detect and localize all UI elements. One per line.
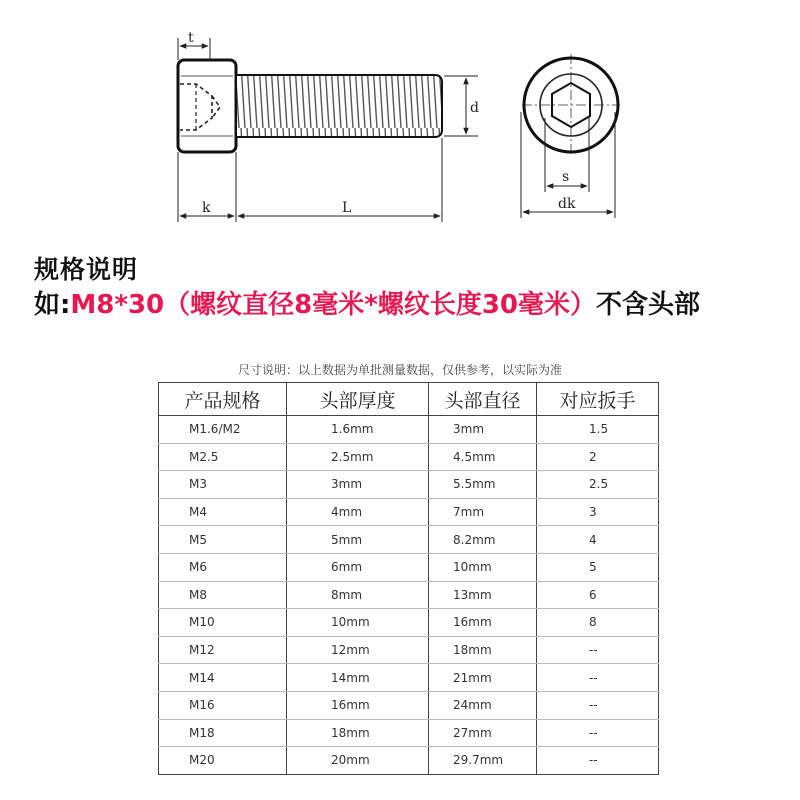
head-thickness-cell: 1.6mm: [287, 416, 429, 444]
spec-table-body: [159, 416, 659, 775]
L-label: L: [342, 200, 352, 216]
head-diameter-cell: 16mm: [429, 609, 537, 637]
spec-cell: M12: [159, 636, 287, 664]
dk-dimension: [521, 112, 615, 218]
d-label: d: [470, 100, 479, 116]
table-header-row: [159, 383, 659, 416]
head-diameter-cell: 13mm: [429, 581, 537, 609]
spec-cell: M10: [159, 609, 287, 637]
spec-cell: M8: [159, 581, 287, 609]
s-label: s: [562, 169, 570, 185]
spec-cell: M2.5: [159, 443, 287, 471]
table-row: [159, 691, 659, 719]
example-prefix: 如:: [34, 290, 71, 320]
table-row: [159, 747, 659, 775]
table-row: [159, 636, 659, 664]
dk-label: dk: [558, 196, 576, 212]
wrench-size-cell: --: [537, 664, 659, 692]
head-thickness-cell: 2.5mm: [287, 443, 429, 471]
t-dimension: [178, 30, 210, 60]
header-head-thickness: 头部厚度: [287, 383, 429, 416]
example-highlight: M8*30（螺纹直径8毫米*螺纹长度30毫米）: [70, 290, 597, 320]
wrench-size-cell: 6: [537, 581, 659, 609]
bolt-dimension-diagram: [0, 0, 800, 240]
wrench-size-cell: 2: [537, 443, 659, 471]
wrench-size-cell: --: [537, 719, 659, 747]
head-diameter-cell: 8.2mm: [429, 526, 537, 554]
table-row: [159, 553, 659, 581]
head-thickness-cell: 16mm: [287, 691, 429, 719]
spec-cell: M16: [159, 691, 287, 719]
table-row: [159, 581, 659, 609]
wrench-size-cell: 2.5: [537, 471, 659, 499]
head-diameter-cell: 29.7mm: [429, 747, 537, 775]
spec-cell: M4: [159, 498, 287, 526]
head-thickness-cell: 5mm: [287, 526, 429, 554]
spec-cell: M5: [159, 526, 287, 554]
table-row: [159, 719, 659, 747]
example-spec-line: [34, 284, 700, 321]
size-note: 尺寸说明：以上数据为单批测量数据，仅供参考，以实际为准: [237, 363, 562, 377]
wrench-size-cell: 3: [537, 498, 659, 526]
header-head-diameter: 头部直径: [429, 383, 537, 416]
head-diameter-cell: 3mm: [429, 416, 537, 444]
spec-cell: M6: [159, 553, 287, 581]
head-diameter-cell: 7mm: [429, 498, 537, 526]
wrench-size-cell: --: [537, 747, 659, 775]
bolt-threaded-shank: [236, 75, 442, 137]
spec-cell: M20: [159, 747, 287, 775]
spec-cell: M14: [159, 664, 287, 692]
head-thickness-cell: 8mm: [287, 581, 429, 609]
wrench-size-cell: 1.5: [537, 416, 659, 444]
head-thickness-cell: 6mm: [287, 553, 429, 581]
head-thickness-cell: 20mm: [287, 747, 429, 775]
head-thickness-cell: 3mm: [287, 471, 429, 499]
head-thickness-cell: 4mm: [287, 498, 429, 526]
head-diameter-cell: 4.5mm: [429, 443, 537, 471]
head-diameter-cell: 10mm: [429, 553, 537, 581]
table-row: [159, 498, 659, 526]
example-suffix: 不含头部: [596, 290, 701, 320]
head-diameter-cell: 24mm: [429, 691, 537, 719]
d-dimension: [444, 76, 479, 136]
head-thickness-cell: 14mm: [287, 664, 429, 692]
t-label: t: [188, 30, 194, 46]
table-row: [159, 471, 659, 499]
bolt-head-end-view: [522, 54, 620, 156]
table-row: [159, 609, 659, 637]
header-spec: 产品规格: [159, 383, 287, 416]
head-thickness-cell: 10mm: [287, 609, 429, 637]
header-wrench-size: 对应扳手: [537, 383, 659, 416]
head-diameter-cell: 5.5mm: [429, 471, 537, 499]
section-title: 规格说明: [34, 255, 139, 284]
spec-cell: M3: [159, 471, 287, 499]
bolt-head-side-view: [178, 60, 236, 152]
table-row: [159, 526, 659, 554]
head-diameter-cell: 21mm: [429, 664, 537, 692]
table-row: [159, 664, 659, 692]
head-diameter-cell: 27mm: [429, 719, 537, 747]
wrench-size-cell: 4: [537, 526, 659, 554]
head-thickness-cell: 12mm: [287, 636, 429, 664]
wrench-size-cell: 5: [537, 553, 659, 581]
k-label: k: [202, 200, 211, 216]
spec-table: [158, 382, 659, 775]
spec-cell: M18: [159, 719, 287, 747]
wrench-size-cell: --: [537, 636, 659, 664]
spec-cell: M1.6/M2: [159, 416, 287, 444]
wrench-size-cell: 8: [537, 609, 659, 637]
head-diameter-cell: 18mm: [429, 636, 537, 664]
wrench-size-cell: --: [537, 691, 659, 719]
head-thickness-cell: 18mm: [287, 719, 429, 747]
table-row: [159, 443, 659, 471]
table-row: [159, 416, 659, 444]
